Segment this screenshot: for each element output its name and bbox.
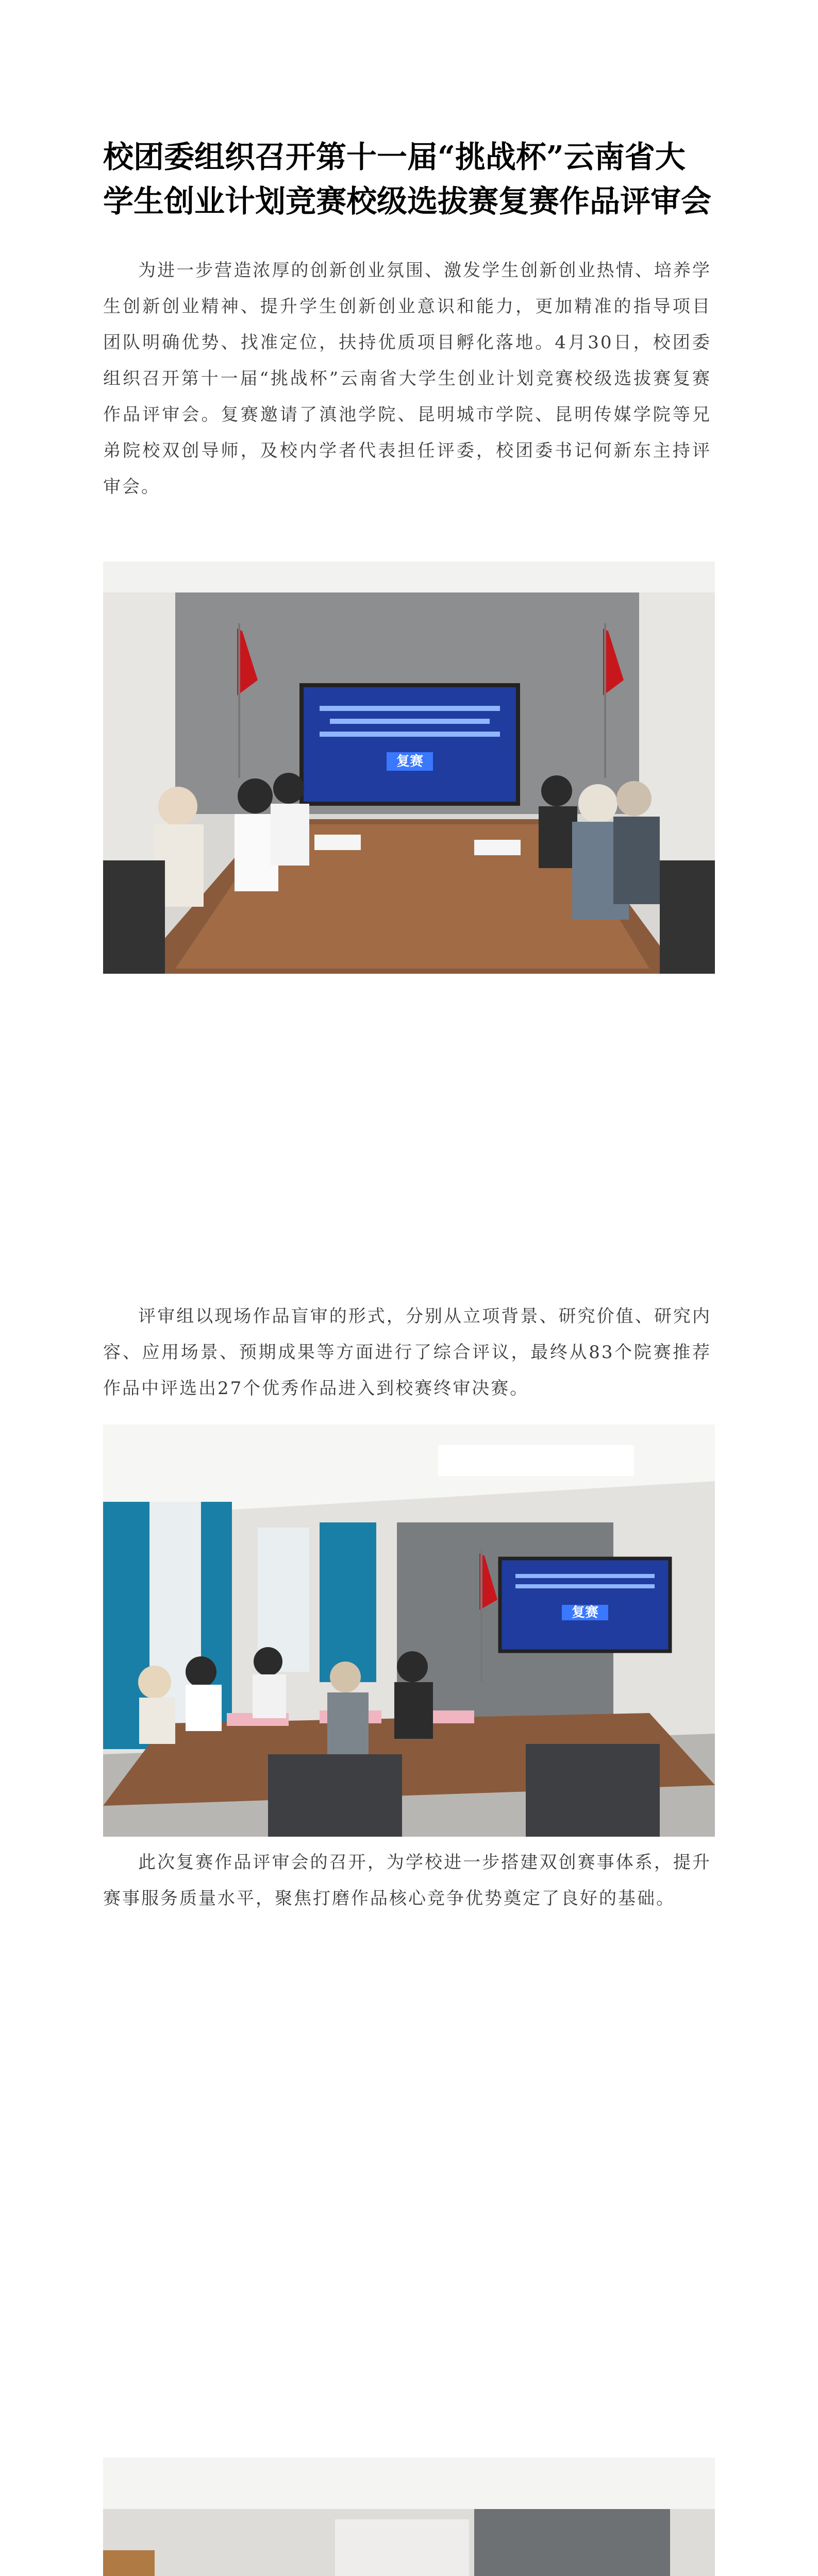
meeting-photo-2: [103, 1425, 715, 1837]
screen-badge: 复赛: [396, 754, 424, 769]
screen-badge: 复赛: [571, 1605, 599, 1620]
article-paragraph-3: [103, 1844, 711, 1917]
article-paragraph-1: [103, 252, 711, 505]
article-paragraph-2: [103, 1298, 711, 1406]
paragraph-text: 此次复赛作品评审会的召开，为学校进一步搭建双创赛事体系，提升赛事服务质量水平，聚焦打磨作品核心竞争优势奠定了良好的基础。: [103, 1852, 711, 1909]
paragraph-text: 为进一步营造浓厚的创新创业氛围、激发学生创新创业热情、培养学生创新创业精神、提升学生创新创业意识和能力，更加精准的指导项目团队明确优势、找准定位，扶持优质项目孵化落地。4月30日，校团委组织召开第十一届“挑战杯”云南省大学生创业计划竞赛校级选拔赛复赛作品评审会。复赛邀请了滇池学院、昆明城市学院、昆明传媒学院等兄弟院校双创导师，及校内学者代表担任评委，校团委书记何新东主持评审会。: [103, 260, 711, 497]
paragraph-text: 评审组以现场作品盲审的形式，分别从立项背景、研究价值、研究内容、应用场景、预期成果等方面进行了综合评议，最终从83个院赛推荐作品中评选出27个优秀作品进入到校赛终审决赛。: [103, 1306, 711, 1399]
article-title-line2: 学生创业计划竞赛校级选拔赛复赛作品评审会: [103, 183, 712, 219]
meeting-photo-2-illustration: [103, 1425, 715, 1837]
meeting-photo-3-illustration: [103, 2458, 715, 2576]
meeting-photo-3: [103, 2458, 715, 2576]
meeting-photo-1-illustration: [103, 562, 715, 974]
meeting-photo-1: [103, 562, 715, 974]
article-title-line1: 校团委组织召开第十一届“挑战杯”云南省大: [103, 139, 686, 175]
article-title: [103, 135, 711, 224]
